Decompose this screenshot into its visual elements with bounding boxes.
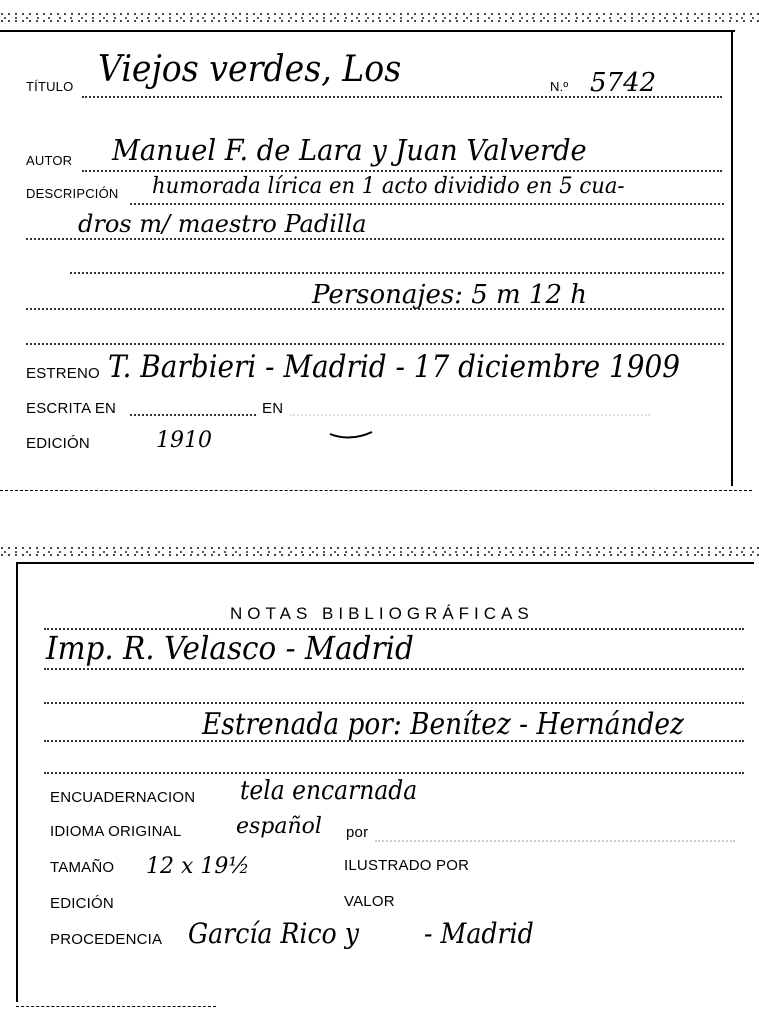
autor-value: Manuel F. de Lara y Juan Valverde bbox=[112, 133, 587, 167]
descripcion-label: DESCRIPCIÓN bbox=[26, 186, 119, 201]
idioma-value: español bbox=[236, 814, 322, 839]
estreno-value: T. Barbieri - Madrid - 17 diciembre 1909 bbox=[108, 349, 681, 385]
card-top-edge bbox=[0, 12, 759, 26]
descripcion-line-3 bbox=[70, 272, 724, 274]
por-line bbox=[375, 840, 735, 842]
edicion-label: EDICIÓN bbox=[26, 435, 90, 452]
card-border-top bbox=[0, 30, 735, 32]
numero-label: N.º bbox=[550, 79, 569, 94]
card2-border-left bbox=[16, 562, 18, 1002]
card-border-right bbox=[731, 30, 733, 486]
ilustrado-label: ILUSTRADO POR bbox=[344, 857, 470, 874]
idioma-label: IDIOMA ORIGINAL bbox=[50, 823, 182, 840]
numero-value: 5742 bbox=[590, 68, 657, 98]
titulo-value: Viejos verdes, Los bbox=[98, 49, 402, 90]
edicion-value: 1910 bbox=[156, 428, 212, 453]
card2-border-bottom bbox=[16, 1006, 216, 1008]
notas-line-2 bbox=[44, 668, 744, 670]
escrita-en-label: ESCRITA EN bbox=[26, 400, 117, 417]
descripcion-line-2 bbox=[26, 238, 724, 240]
personajes-value: Personajes: 5 m 12 h bbox=[312, 280, 588, 310]
descripcion-value-2: dros m/ maestro Padilla bbox=[78, 210, 367, 238]
procedencia-label: PROCEDENCIA bbox=[50, 931, 163, 948]
en-label: EN bbox=[262, 400, 284, 417]
catalog-card-main bbox=[0, 0, 759, 500]
por-label: por bbox=[346, 824, 369, 841]
titulo-label: TÍTULO bbox=[26, 79, 74, 94]
procedencia-value-2: - Madrid bbox=[424, 917, 534, 950]
estreno-label: ESTRENO bbox=[26, 365, 100, 382]
descripcion-value-1: humorada lírica en 1 acto dividido en 5 cua- bbox=[152, 174, 625, 199]
nota-estrenada: Estrenada por: Benítez - Hernández bbox=[202, 707, 684, 742]
ink-stroke-decoration bbox=[328, 428, 376, 442]
en-line bbox=[290, 414, 650, 416]
encuadernacion-label: ENCUADERNACION bbox=[50, 789, 196, 806]
autor-label: AUTOR bbox=[26, 153, 73, 168]
card2-top-edge bbox=[0, 546, 759, 560]
descripcion-line-1 bbox=[130, 203, 724, 205]
notas-heading: NOTAS BIBLIOGRÁFICAS bbox=[230, 604, 534, 623]
tamano-value: 12 x 19½ bbox=[146, 854, 250, 879]
notas-line-3 bbox=[44, 702, 744, 704]
tamano-label: TAMAÑO bbox=[50, 859, 115, 876]
procedencia-value: García Rico y bbox=[188, 917, 359, 950]
card-border-bottom bbox=[0, 490, 752, 492]
nota-impresor: Imp. R. Velasco - Madrid bbox=[46, 629, 414, 667]
catalog-card-notes bbox=[0, 540, 759, 1028]
notas-line-4 bbox=[44, 740, 744, 742]
valor-label: VALOR bbox=[344, 893, 395, 910]
encuadernacion-value: tela encarnada bbox=[240, 776, 418, 806]
descripcion-line-5 bbox=[26, 343, 724, 345]
escrita-en-line bbox=[130, 414, 256, 416]
autor-line bbox=[82, 170, 722, 172]
notas-line-5 bbox=[44, 772, 744, 774]
edicion2-label: EDICIÓN bbox=[50, 895, 114, 912]
card2-border-top bbox=[16, 562, 754, 564]
